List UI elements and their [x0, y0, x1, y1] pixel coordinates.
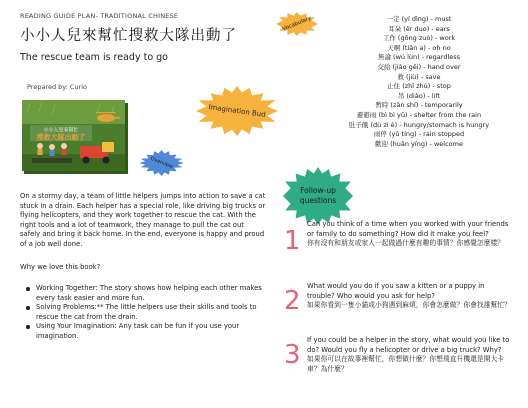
vocabulary-item: 吊 (diào) - lift	[397, 91, 441, 100]
overview-label: Overview	[149, 155, 174, 171]
reason-item	[20, 322, 268, 341]
vocabulary-item: 無論 (wú lùn) - regardless	[377, 53, 461, 62]
question-english: Can you think of a time when you worked with your friends or family to do something? How did it make you feel?	[307, 220, 509, 238]
book-title-english: The rescue team is ready to go	[20, 52, 168, 63]
bullet-icon	[26, 325, 30, 329]
reason-text: Working Together: The story shows how helping each other makes every task easier and more fun.	[36, 284, 262, 302]
book-cover-title-line-1: 小小人兒來幫忙	[43, 127, 79, 134]
vocabulary-item: 暫時 (zàn shí) - temporarily	[375, 101, 463, 110]
why-we-love-heading: Why we love this book?	[20, 263, 101, 271]
reasons-list	[20, 284, 268, 342]
follow-up-badge	[283, 167, 353, 225]
vocabulary-item: 救 (jiù) - save	[397, 72, 441, 81]
imagination-bud-label: Imagination Bud	[207, 102, 267, 119]
question-chinese: 如果你可以在故事裡幫忙，你想做什麼？你想飛直升機還是開大卡車？為什麼？	[307, 355, 505, 373]
imagination-bud-badge	[196, 86, 278, 136]
question-number: 2	[284, 286, 301, 316]
vocabulary-list	[324, 15, 514, 149]
follow-up-label: Follow-up questions	[299, 186, 337, 205]
question-english: If you could be a helper in the story, what would you like to do? Would you fly a helicopter or drive a big truck? Why?	[307, 336, 510, 354]
question-block	[307, 336, 513, 374]
question-number: 1	[284, 226, 301, 256]
reason-text: Solving Problems:** The little helpers use their skills and tools to rescue the cat from the drain.	[36, 303, 257, 321]
vocabulary-item: 耳朵 (ěr duo) - ears	[388, 24, 450, 33]
vocabulary-item: 歡迎 (huān yíng) - welcome	[375, 139, 463, 148]
reason-item	[20, 303, 268, 322]
guide-header-tag: READING GUIDE PLAN- TRADITIONAL CHINESE	[20, 12, 179, 20]
bullet-icon	[26, 287, 30, 291]
vocabulary-item: 肚子餓 (dù zi è) - hungry/stomach is hungry	[348, 120, 490, 129]
question-block	[307, 220, 513, 249]
vocabulary-item: 工作 (gōng zuò) - work	[382, 34, 456, 43]
vocabulary-item: 交給 (jiāo gěi) - hand over	[377, 62, 461, 71]
bullet-icon	[26, 306, 30, 310]
vocabulary-badge	[276, 12, 318, 36]
reason-text: Using Your Imagination: Any task can be fun if you use your imagination.	[36, 322, 240, 340]
vocabulary-item: 天啊 (tiān a) - oh no	[387, 43, 451, 52]
vocabulary-item: 一定 (yí dìng) - must	[386, 15, 452, 23]
vocabulary-badge-label: Vocabulary	[281, 15, 313, 33]
vocabulary-item: 止住 (zhǐ zhù) - stop	[387, 82, 451, 91]
reason-item	[20, 284, 268, 303]
question-chinese: 如果你看到一隻小貓或小狗遇到麻煩，你會怎麼做？你會找誰幫忙？	[307, 301, 511, 310]
question-chinese: 你有沒有和朋友或家人一起做過什麼有趣的事情？你感覺怎麼樣？	[307, 239, 505, 248]
story-summary: On a stormy day, a team of little helpers jumps into action to save a cat stuck in a drain. Each helper has a special role, like driving big trucks or flying helicopters, and they work together to rescue the cat. With the right tools and a lot of teamwork, they manage to pull the cat out safely and bring it back home. In the end, everyone is happy and proud of a job well done.	[20, 192, 266, 248]
question-english: What would you do if you saw a kitten or a puppy in trouble? Who would you ask for help?	[307, 282, 485, 300]
book-title-chinese: 小小人兒來幫忙搜救大隊出動了	[20, 28, 237, 44]
question-number: 3	[284, 340, 301, 370]
book-cover-title-line-2: 搜救大隊出動了	[36, 133, 86, 142]
vocabulary-item: 避避雨 (bì bì yǔ) - shelter from the rain	[356, 110, 482, 119]
overview-badge	[139, 150, 184, 176]
book-cover-image	[22, 100, 128, 174]
prepared-by: Prepared by: Curio	[27, 83, 88, 91]
vocabulary-item: 雨停 (yǔ tíng) - rain stopped	[373, 130, 465, 139]
question-block	[307, 282, 513, 311]
